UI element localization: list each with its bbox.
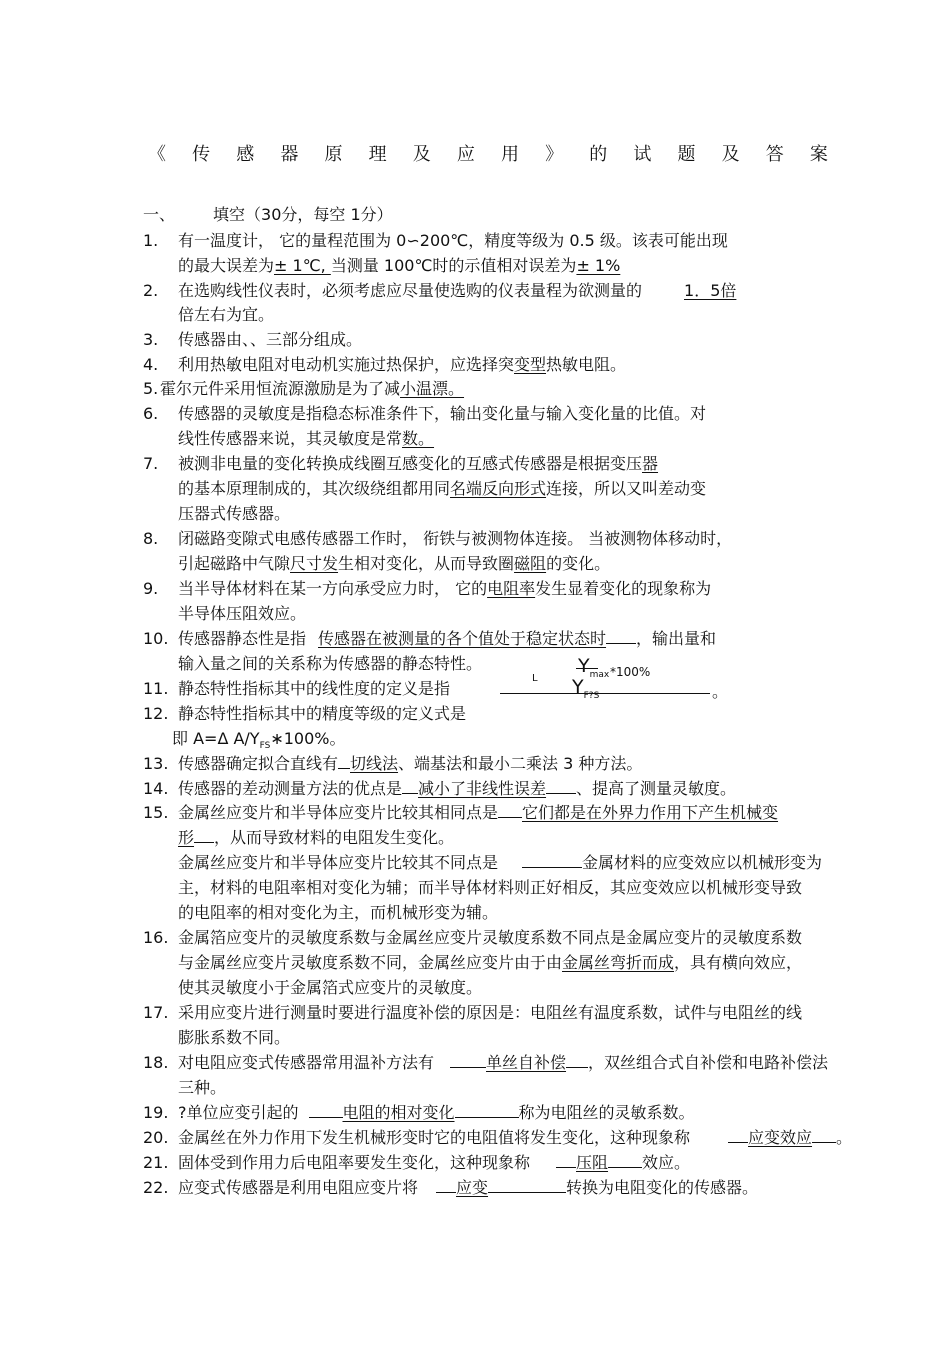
formula-end-mark: 。 [712, 682, 729, 701]
title-char: 的 [589, 144, 608, 165]
formula-percent: *100% [610, 665, 651, 679]
item-number: 1. [143, 231, 159, 250]
question-line: 霍尔元件采用恒流源激励是为了减小温漂。 [160, 379, 465, 398]
title-char: 应 [456, 144, 475, 165]
title-char: 《 [148, 144, 166, 165]
title-char: 》 [545, 144, 564, 165]
title-char: 器 [280, 144, 299, 165]
answer-blank: 名端反向形式 [450, 479, 547, 498]
answer-blank: 磁阻 [514, 554, 547, 573]
answer-blank: 尺寸发 [290, 554, 339, 573]
answer-blank: 传感器在被测量的各个值处于稳定状态时 [318, 629, 607, 648]
question-line: 主，材料的电阻率相对变化为辅；而半导体材料则正好相反，其应变效应以机械形变导致 [178, 878, 803, 897]
section-heading [143, 203, 393, 227]
linearity-formula [500, 655, 729, 701]
item-number: 12. [143, 704, 169, 723]
answer-blank: ± 1℃, [274, 256, 331, 275]
item-number: 21. [143, 1153, 169, 1172]
title-char: 原 [324, 144, 343, 165]
question-line: 传感器由、、三部分组成。 [178, 330, 363, 349]
item-number: 6. [143, 404, 159, 423]
question-line: 金属丝应变片和半导体应变片比较其相同点是 它们都是在外界力作用下产生机械变 [178, 803, 779, 822]
question-line: 传感器静态性是指 传感器在被测量的各个值处于稳定状态时 ，输出量和 [178, 629, 717, 648]
question-line: 对电阻应变式传感器常用温补方法有 单丝自补偿 ，双丝组合式自补偿和电路补偿法 [178, 1053, 829, 1072]
question-line: 倍左右为宜。 [178, 305, 275, 324]
item-number: 11. [143, 679, 169, 698]
question-line: 金属丝在外力作用下发生机械形变时它的电阻值将发生变化，这种现象称 应变效应 。 [178, 1128, 853, 1147]
question-line: 线性传感器来说，其灵敏度是常数。 [178, 429, 435, 448]
formula-numerator: $Y_{max}$ [578, 655, 610, 680]
question-line: ?单位应变引起的 电阻的相对变化 称为电阻丝的灵敏系数。 [178, 1103, 695, 1122]
question-line: 传感器确定拟合直线有 切线法、端基法和最小二乘法 3 种方法。 [178, 754, 643, 773]
question-line: 金属箔应变片的灵敏度系数与金属丝应变片灵敏度系数不同点是金属应变片的灵敏度系数 [178, 928, 803, 947]
question-line: 应变式传感器是利用电阻应变片将 应变 转换为电阻变化的传感器。 [178, 1178, 759, 1197]
question-line: 半导体压阻效应。 [178, 604, 307, 623]
answer-blank: 切线法 [350, 754, 399, 773]
question-line: 当半导体材料在某一方向承受应力时， 它的电阻率发生显着变化的现象称为 [178, 579, 712, 598]
title-char: 用 [501, 144, 519, 165]
document-title [148, 139, 828, 167]
question-line: 固体受到作用力后电阻率要发生变化，这种现象称 压阻 效应。 [178, 1153, 691, 1172]
question-line: 使其灵敏度小于金属箔式应变片的灵敏度。 [178, 978, 483, 997]
question-line: 闭磁路变隙式电感传感器工作时， 衔铁与被测物体连接。 当被测物体移动时， [178, 529, 733, 548]
formula-fraction-bar [576, 668, 598, 669]
answer-blank: 单丝自补偿 [486, 1053, 567, 1072]
item-number: 5. [143, 379, 159, 398]
question-line: 传感器的差动测量方法的优点是 减小了非线性误差 、提高了测量灵敏度。 [178, 779, 737, 798]
answer-blank: 应变 [456, 1178, 489, 1197]
question-line: 采用应变片进行测量时要进行温度补偿的原因是：电阻丝有温度系数，试件与电阻丝的线 [178, 1003, 803, 1022]
answer-blank: 它们都是在外界力作用下产生机械变 [522, 803, 779, 822]
item-number: 2. [143, 281, 159, 300]
question-line: 压器式传感器。 [178, 504, 291, 523]
question-line: 膨胀系数不同。 [178, 1028, 291, 1047]
title-char: 及 [412, 144, 431, 165]
answer-blank: 器 [642, 454, 659, 473]
answer-blank: 应变效应 [748, 1128, 813, 1147]
section-number: 一、 [143, 205, 176, 224]
answer-blank: 数。 [402, 429, 435, 448]
question-line: 输入量之间的关系称为传感器的静态特性。 [178, 654, 483, 673]
answer-blank: 变型 [514, 355, 547, 374]
item-number: 8. [143, 529, 159, 548]
question-line: 三种。 [178, 1078, 227, 1097]
question-line: 静态特性指标其中的线性度的定义是指 [178, 679, 451, 698]
item-number: 9. [143, 579, 159, 598]
question-line: 在选购线性仪表时，必须考虑应尽量使选购的仪表量程为欲测量的 1．5倍 [178, 281, 737, 300]
item-number: 3. [143, 330, 159, 349]
answer-blank: ± 1% [576, 256, 621, 275]
item-number: 17. [143, 1003, 169, 1022]
section-text: 填空（30分，每空 1分） [213, 205, 393, 224]
question-line: 形 ，从而导致材料的电阻发生变化。 [178, 828, 455, 847]
item-number: 7. [143, 454, 159, 473]
formula-denominator: $Y_{F?S}$ [572, 676, 600, 701]
answer-blank: 电阻率 [487, 579, 536, 598]
question-line: 的最大误差为± 1℃, 当测量 100℃时的示值相对误差为± 1% [178, 256, 621, 275]
item-number: 19. [143, 1103, 169, 1122]
answer-blank-line [500, 693, 710, 694]
question-line: 静态特性指标其中的精度等级的定义式是 [178, 704, 467, 723]
item-number: 14. [143, 779, 169, 798]
answer-blank: 电阻的相对变化 [342, 1103, 455, 1122]
item-number: 16. [143, 928, 169, 947]
question-line: 的电阻率的相对变化为主，而机械形变为辅。 [178, 903, 499, 922]
title-char: 传 [192, 144, 211, 165]
answer-blank: 压阻 [576, 1153, 609, 1172]
question-line: 传感器的灵敏度是指稳态标准条件下，输出变化量与输入变化量的比值。对 [178, 404, 707, 423]
question-line: 引起磁路中气隙尺寸发生相对变化，从而导致圈磁阻的变化。 [178, 554, 611, 573]
item-number: 20. [143, 1128, 169, 1147]
formula-label: L [532, 673, 538, 684]
title-char: 案 [809, 144, 828, 165]
answer-blank: 形 [178, 828, 195, 847]
answer-blank: 小温漂。 [400, 379, 465, 398]
question-line: 的基本原理制成的，其次级绕组都用同名端反向形式连接，所以又叫差动变 [178, 479, 707, 498]
title-char: 试 [633, 144, 652, 165]
question-line: 与金属丝应变片灵敏度系数不同，金属丝应变片由于由金属丝弯折而成，具有横向效应， [178, 953, 803, 972]
answer-blank: 金属丝弯折而成 [562, 953, 675, 972]
item-number: 10. [143, 629, 169, 648]
title-char: 感 [236, 144, 255, 165]
title-char: 答 [765, 144, 784, 165]
item-number: 4. [143, 355, 159, 374]
title-char: 题 [677, 144, 696, 165]
title-char: 及 [721, 144, 740, 165]
answer-blank: 1．5倍 [684, 281, 737, 300]
answer-blank: 减小了非线性误差 [418, 779, 547, 798]
question-line: 有一温度计， 它的量程范围为 0∽200℃，精度等级为 0.5 级。该表可能出现 [178, 231, 728, 250]
title-char: 理 [368, 144, 387, 165]
item-number: 22. [143, 1178, 169, 1197]
item-number: 18. [143, 1053, 169, 1072]
question-line: 金属丝应变片和半导体应变片比较其不同点是 金属材料的应变效应以机械形变为 [178, 853, 823, 872]
item-number: 13. [143, 754, 169, 773]
question-line: 即 A=Δ $A/Y_{FS}∗100\%$。 [172, 729, 346, 752]
question-line: 利用热敏电阻对电动机实施过热保护，应选择突变型热敏电阻。 [178, 355, 627, 374]
item-number: 15. [143, 803, 169, 822]
question-line: 被测非电量的变化转换成线圈互感变化的互感式传感器是根据变压器 [178, 454, 659, 473]
